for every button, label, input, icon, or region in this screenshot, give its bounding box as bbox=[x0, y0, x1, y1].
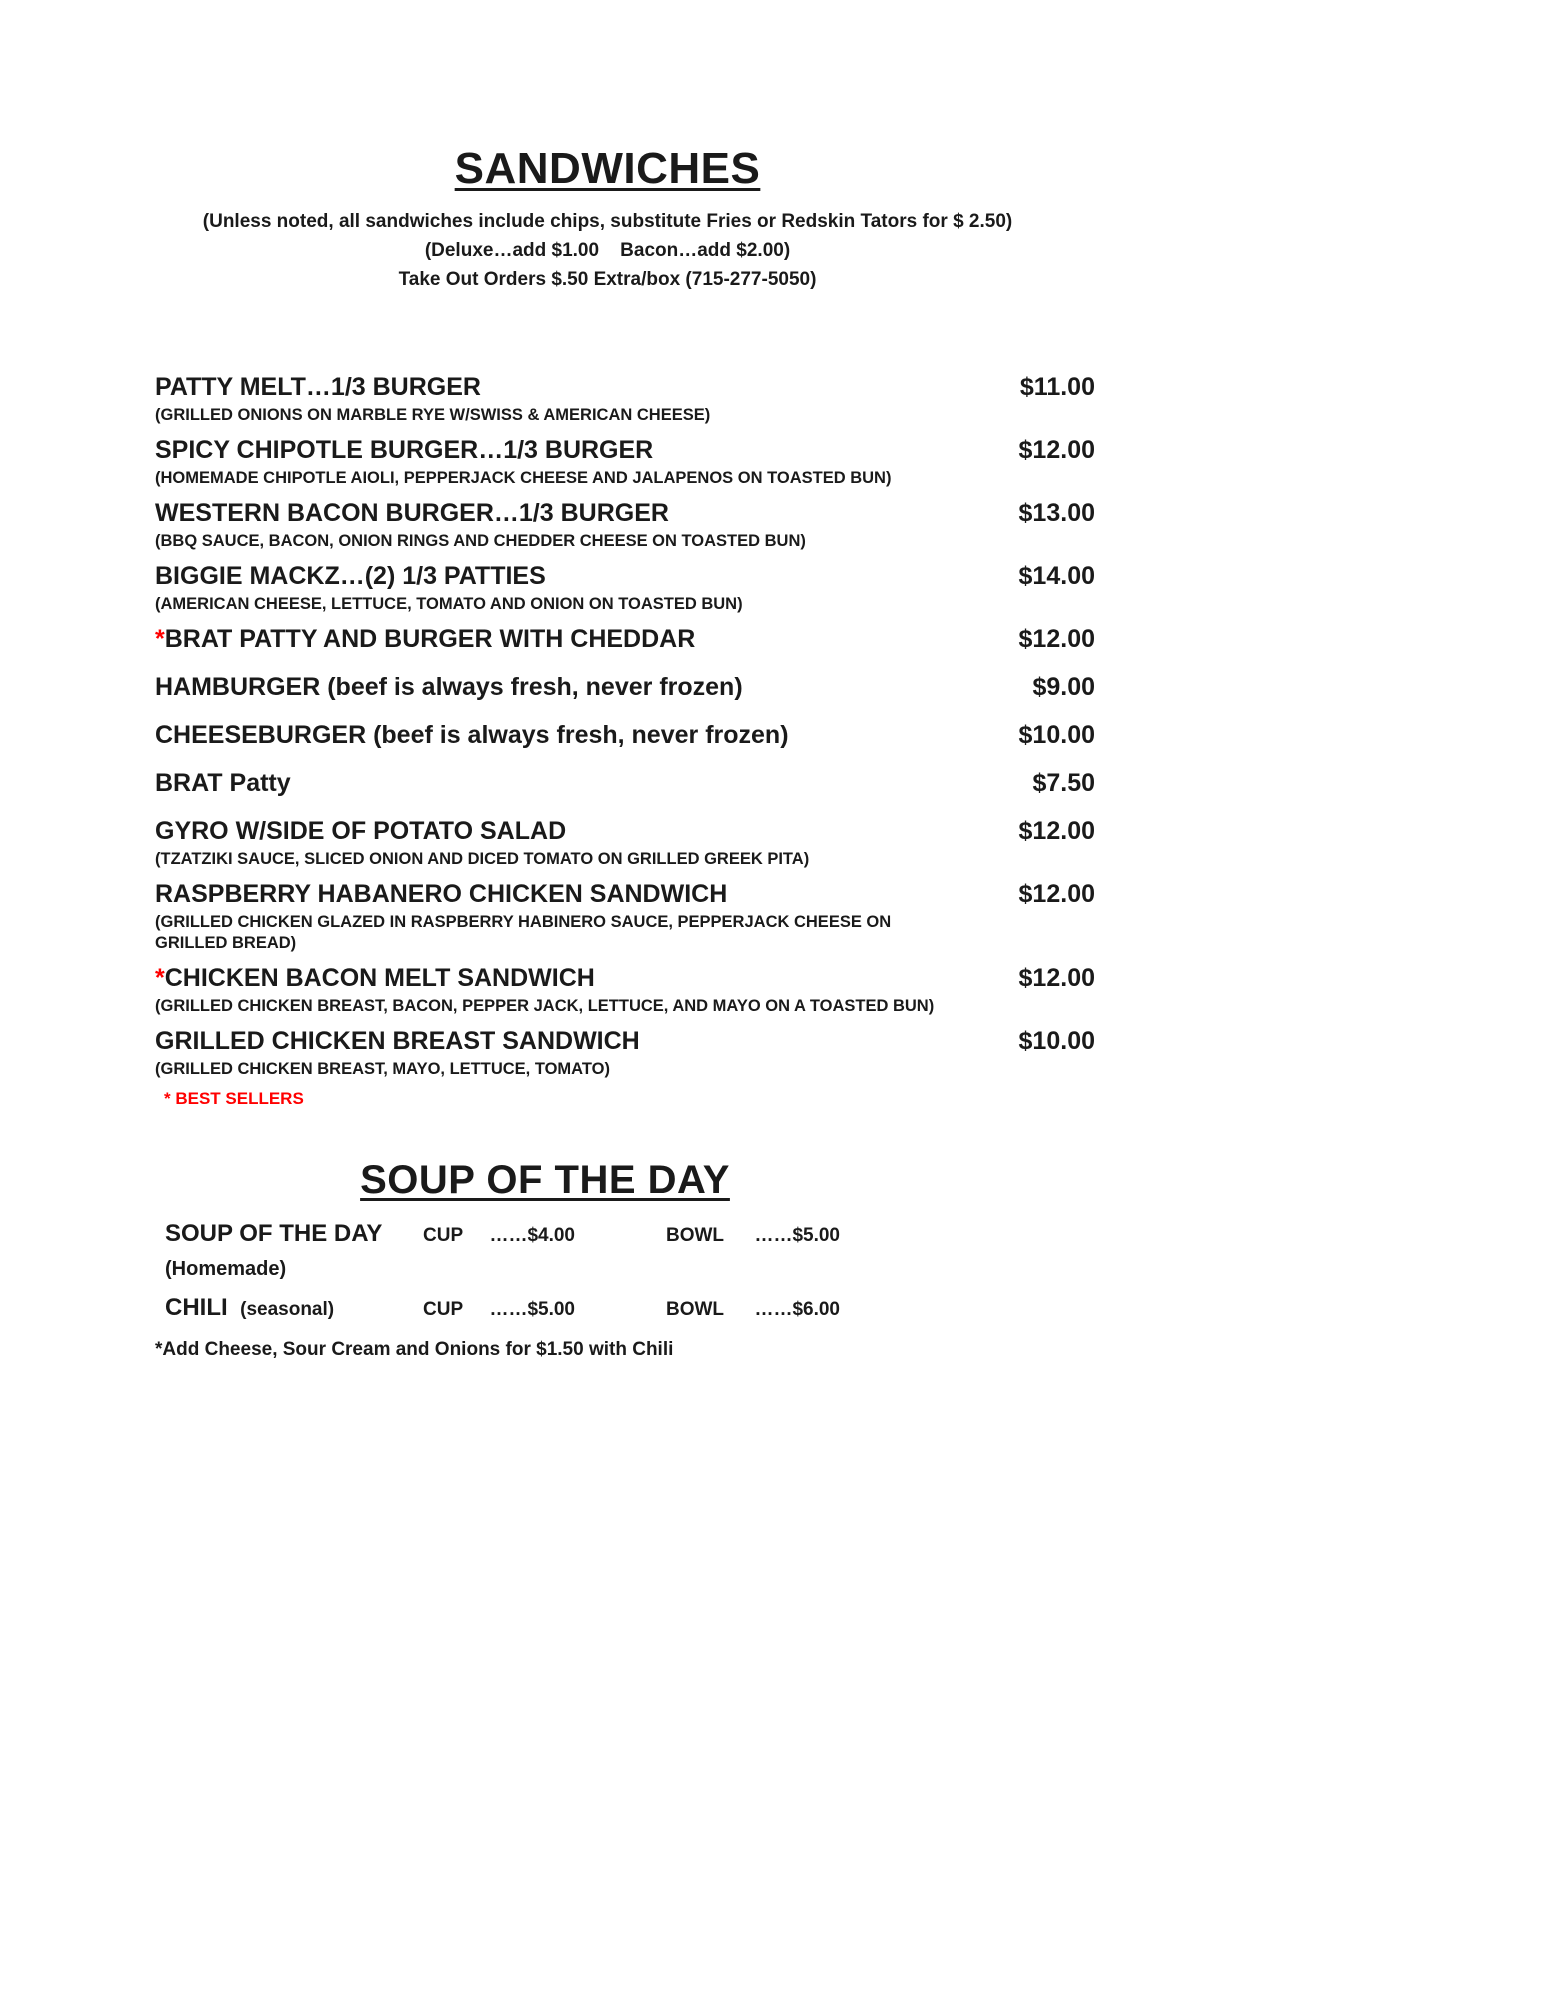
cup-price: ……$5.00 bbox=[489, 1299, 575, 1320]
item-name: CHEESEBURGER (beef is always fresh, never frozen) bbox=[155, 721, 789, 749]
item-price: $12.00 bbox=[1018, 625, 1095, 653]
cup-cell bbox=[423, 1225, 666, 1247]
item-price: $11.00 bbox=[1019, 373, 1095, 401]
soup-row bbox=[155, 1219, 1095, 1281]
menu-item bbox=[155, 624, 1095, 655]
best-seller-star: * bbox=[155, 964, 165, 992]
item-name bbox=[155, 624, 695, 655]
menu-item bbox=[155, 879, 1095, 954]
item-price: $10.00 bbox=[1018, 1027, 1095, 1055]
item-name: GYRO W/SIDE OF POTATO SALAD bbox=[155, 817, 567, 845]
sandwich-list bbox=[155, 372, 1095, 1109]
item-description: (GRILLED CHICKEN BREAST, BACON, PEPPER JACK, LETTUCE, AND MAYO ON A TOASTED BUN) bbox=[155, 997, 935, 1015]
item-name bbox=[155, 963, 595, 994]
item-name: GRILLED CHICKEN BREAST SANDWICH bbox=[155, 1027, 640, 1055]
soup-name: CHILI bbox=[165, 1294, 228, 1321]
item-description: (HOMEMADE CHIPOTLE AIOLI, PEPPERJACK CHEESE AND JALAPENOS ON TOASTED BUN) bbox=[155, 469, 892, 487]
soup-name-cell bbox=[165, 1293, 423, 1323]
bowl-cell bbox=[666, 1225, 1095, 1247]
item-description: (BBQ SAUCE, BACON, ONION RINGS AND CHEDDER CHEESE ON TOASTED BUN) bbox=[155, 532, 806, 550]
item-description: (GRILLED CHICKEN GLAZED IN RASPBERRY HABINERO SAUCE, PEPPERJACK CHEESE ON GRILLED BREAD) bbox=[155, 913, 892, 952]
subtitle-line: (Unless noted, all sandwiches include chips, substitute Fries or Redskin Tators for $ 2.50) bbox=[202, 211, 1013, 232]
item-name-text: CHICKEN BACON MELT SANDWICH bbox=[164, 964, 595, 992]
item-price: $12.00 bbox=[1018, 964, 1095, 992]
soup-row bbox=[155, 1293, 1095, 1323]
item-name: BRAT Patty bbox=[155, 769, 291, 797]
item-price: $10.00 bbox=[1018, 721, 1095, 749]
cup-cell bbox=[423, 1299, 666, 1321]
bowl-label: BOWL bbox=[666, 1299, 725, 1320]
soup-name-cell bbox=[165, 1219, 423, 1281]
page-title: SANDWICHES bbox=[454, 144, 761, 193]
item-description: (GRILLED ONIONS ON MARBLE RYE W/SWISS & AMERICAN CHEESE) bbox=[155, 406, 711, 424]
soup-name: SOUP OF THE DAY bbox=[165, 1220, 383, 1247]
item-price: $13.00 bbox=[1018, 499, 1095, 527]
cup-label: CUP bbox=[423, 1225, 464, 1246]
subtitle-line: Take Out Orders $.50 Extra/box (715-277-5050) bbox=[398, 269, 817, 290]
soup-section bbox=[155, 1157, 1095, 1361]
item-price: $12.00 bbox=[1018, 880, 1095, 908]
cup-price: ……$4.00 bbox=[489, 1225, 575, 1246]
menu-item bbox=[155, 963, 1095, 1017]
item-price: $12.00 bbox=[1018, 436, 1095, 464]
item-price: $12.00 bbox=[1018, 817, 1095, 845]
menu-item bbox=[155, 372, 1095, 426]
best-sellers-note: * BEST SELLERS bbox=[164, 1089, 304, 1108]
bowl-price: ……$5.00 bbox=[754, 1225, 840, 1246]
cup-label: CUP bbox=[423, 1299, 464, 1320]
item-description: (AMERICAN CHEESE, LETTUCE, TOMATO AND ONION ON TOASTED BUN) bbox=[155, 595, 743, 613]
soup-title: SOUP OF THE DAY bbox=[360, 1158, 730, 1202]
menu-item bbox=[155, 768, 1095, 799]
bowl-label: BOWL bbox=[666, 1225, 725, 1246]
menu-item bbox=[155, 672, 1095, 703]
item-name: SPICY CHIPOTLE BURGER…1/3 BURGER bbox=[155, 436, 654, 464]
sandwiches-header bbox=[155, 145, 1060, 294]
item-name: WESTERN BACON BURGER…1/3 BURGER bbox=[155, 499, 669, 527]
item-name: BIGGIE MACKZ…(2) 1/3 PATTIES bbox=[155, 562, 546, 590]
menu-item bbox=[155, 720, 1095, 751]
item-name: RASPBERRY HABANERO CHICKEN SANDWICH bbox=[155, 880, 728, 908]
soup-subname: (Homemade) bbox=[165, 1258, 287, 1280]
item-name-text: BRAT PATTY AND BURGER WITH CHEDDAR bbox=[164, 625, 696, 653]
bowl-cell bbox=[666, 1299, 1095, 1321]
menu-item bbox=[155, 498, 1095, 552]
item-name: HAMBURGER (beef is always fresh, never frozen) bbox=[155, 673, 743, 701]
item-price: $7.50 bbox=[1032, 769, 1095, 797]
menu-item bbox=[155, 1026, 1095, 1080]
menu-item bbox=[155, 561, 1095, 615]
subtitle-line: (Deluxe…add $1.00 Bacon…add $2.00) bbox=[424, 240, 791, 261]
menu-item bbox=[155, 816, 1095, 870]
soup-subname: (seasonal) bbox=[240, 1299, 335, 1320]
item-price: $14.00 bbox=[1018, 562, 1095, 590]
item-name: PATTY MELT…1/3 BURGER bbox=[155, 373, 481, 401]
item-price: $9.00 bbox=[1032, 673, 1095, 701]
item-description: (GRILLED CHICKEN BREAST, MAYO, LETTUCE, TOMATO) bbox=[155, 1060, 610, 1078]
menu-item bbox=[155, 435, 1095, 489]
best-seller-star: * bbox=[155, 625, 165, 653]
soup-note: *Add Cheese, Sour Cream and Onions for $1.50 with Chili bbox=[155, 1339, 674, 1360]
item-description: (TZATZIKI SAUCE, SLICED ONION AND DICED TOMATO ON GRILLED GREEK PITA) bbox=[155, 850, 810, 868]
bowl-price: ……$6.00 bbox=[754, 1299, 840, 1320]
